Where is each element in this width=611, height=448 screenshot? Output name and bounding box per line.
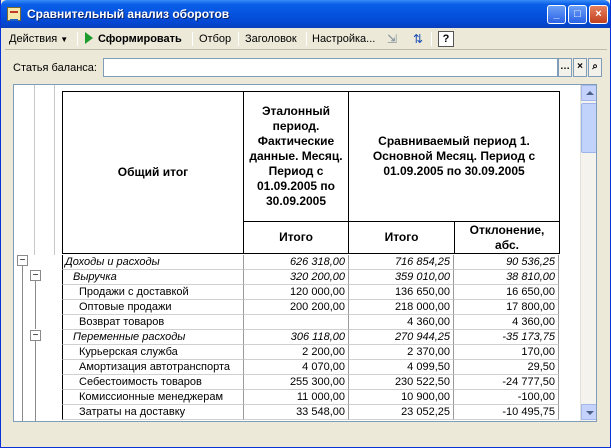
row-value-deviation: 16 650,00 — [454, 285, 559, 300]
help-icon[interactable]: ? — [438, 31, 454, 47]
play-icon — [85, 32, 93, 44]
row-value-compare: 4 360,00 — [349, 315, 454, 330]
toolbar-separator — [238, 32, 239, 46]
row-value-compare: 2 370,00 — [349, 345, 454, 360]
tree-line — [22, 266, 23, 422]
row-value-compare: 4 099,50 — [349, 360, 454, 375]
row-value-compare: 136 650,00 — [349, 285, 454, 300]
row-name: Переменные расходы — [62, 330, 244, 345]
filter-button[interactable]: Отбор — [199, 33, 232, 45]
vertical-scrollbar[interactable] — [580, 85, 597, 421]
header-total: Общий итог — [62, 91, 244, 254]
row-value-deviation: 4 360,00 — [454, 315, 559, 330]
balance-article-input[interactable] — [103, 58, 558, 77]
table-row[interactable] — [62, 285, 578, 300]
table-row[interactable] — [62, 345, 578, 360]
row-name: Выручка — [62, 270, 244, 285]
row-value-compare: 218 000,00 — [349, 300, 454, 315]
tree-line — [35, 341, 36, 422]
row-name: Оптовые продажи — [62, 300, 244, 315]
actions-menu[interactable] — [9, 31, 68, 47]
row-name: Возврат товаров — [62, 315, 244, 330]
row-value-deviation: 38 810,00 — [454, 270, 559, 285]
report-app-icon — [7, 7, 21, 21]
row-value-deviation: -35 173,75 — [454, 330, 559, 345]
minimize-button[interactable]: _ — [547, 5, 566, 24]
header-col-total-base: Итого — [243, 221, 349, 254]
settings-button[interactable]: Настройка... — [312, 33, 376, 45]
row-value-base: 626 318,00 — [244, 255, 349, 270]
header-col-deviation: Отклонение, абс. — [454, 221, 560, 254]
tree-line — [35, 281, 36, 329]
row-value-base: 11 000,00 — [244, 390, 349, 405]
row-value-base: 33 548,00 — [244, 405, 349, 420]
row-value-base: 320 200,00 — [244, 270, 349, 285]
row-value-compare: 359 010,00 — [349, 270, 454, 285]
row-value-compare: 10 900,00 — [349, 390, 454, 405]
clear-icon[interactable]: × — [573, 58, 587, 77]
toolbar-separator — [77, 32, 78, 46]
row-value-deviation: -10 495,75 — [454, 405, 559, 420]
row-value-base — [244, 315, 349, 330]
dropdown-arrow-icon: ▼ — [60, 35, 69, 44]
row-value-deviation: 90 536,25 — [454, 255, 559, 270]
header-base-period: Эталонный период. Фактические данные. Месяц. Период с 01.09.2005 по 30.09.2005 — [243, 91, 349, 222]
close-button[interactable]: × — [589, 5, 608, 24]
row-value-compare: 270 944,25 — [349, 330, 454, 345]
maximize-button[interactable]: □ — [568, 5, 587, 24]
row-value-compare: 23 052,25 — [349, 405, 454, 420]
save-settings-icon[interactable]: ⇅ — [412, 32, 424, 46]
table-row[interactable] — [62, 300, 578, 315]
row-value-deviation: 29,50 — [454, 360, 559, 375]
scroll-down-button[interactable] — [581, 404, 597, 420]
row-name: Себестоимость товаров — [62, 375, 244, 390]
report-sheet[interactable] — [13, 84, 597, 422]
row-name: Продажи с доставкой — [62, 285, 244, 300]
toolbar-separator — [192, 32, 193, 46]
table-row[interactable] — [62, 270, 578, 285]
generate-button[interactable]: Сформировать — [98, 33, 182, 45]
search-icon[interactable]: ⌕ — [588, 58, 602, 77]
table-row[interactable] — [62, 390, 578, 405]
header-col-total-compare: Итого — [348, 221, 455, 254]
row-name: Затраты на доставку — [62, 405, 244, 420]
collapse-icon[interactable]: − — [17, 255, 28, 266]
table-row[interactable] — [62, 405, 578, 420]
row-value-compare: 230 522,50 — [349, 375, 454, 390]
restore-settings-icon[interactable]: ⇲ — [386, 32, 398, 46]
row-name: Доходы и расходы — [62, 255, 244, 270]
row-value-base: 255 300,00 — [244, 375, 349, 390]
window-title: Сравнительный анализ оборотов — [27, 7, 230, 21]
filter-field-label: Статья баланса: — [13, 62, 97, 74]
table-row[interactable] — [62, 255, 578, 270]
toolbar — [5, 28, 607, 50]
row-value-base: 4 070,00 — [244, 360, 349, 375]
title-bar — [1, 0, 610, 28]
row-value-base: 306 118,00 — [244, 330, 349, 345]
header-button[interactable]: Заголовок — [245, 33, 297, 45]
toolbar-separator — [306, 32, 307, 46]
row-value-deviation: 170,00 — [454, 345, 559, 360]
row-name: Курьерская служба — [62, 345, 244, 360]
row-value-base: 2 200,00 — [244, 345, 349, 360]
collapse-icon[interactable]: − — [30, 270, 41, 281]
scroll-up-button[interactable] — [581, 85, 597, 101]
row-value-deviation: -24 777,50 — [454, 375, 559, 390]
table-row[interactable] — [62, 315, 578, 330]
select-dots-button[interactable]: … — [558, 58, 572, 77]
gutter-line — [54, 85, 55, 255]
actions-label: Действия — [9, 33, 58, 45]
table-row[interactable] — [62, 360, 578, 375]
row-name: Комиссионные менеджерам — [62, 390, 244, 405]
table-row[interactable] — [62, 330, 578, 345]
scroll-thumb[interactable] — [581, 103, 597, 153]
row-value-deviation: 17 800,00 — [454, 300, 559, 315]
row-value-compare: 716 854,25 — [349, 255, 454, 270]
row-value-base: 120 000,00 — [244, 285, 349, 300]
row-value-deviation: -100,00 — [454, 390, 559, 405]
row-name: Амортизация автотранспорта — [62, 360, 244, 375]
gutter-line — [34, 85, 35, 255]
table-row[interactable] — [62, 375, 578, 390]
collapse-icon[interactable]: − — [30, 330, 41, 341]
row-value-base: 200 200,00 — [244, 300, 349, 315]
header-compare-period: Сравниваемый период 1. Основной Месяц. Период с 01.09.2005 по 30.09.2005 — [348, 91, 560, 222]
toolbar-separator — [431, 32, 432, 46]
